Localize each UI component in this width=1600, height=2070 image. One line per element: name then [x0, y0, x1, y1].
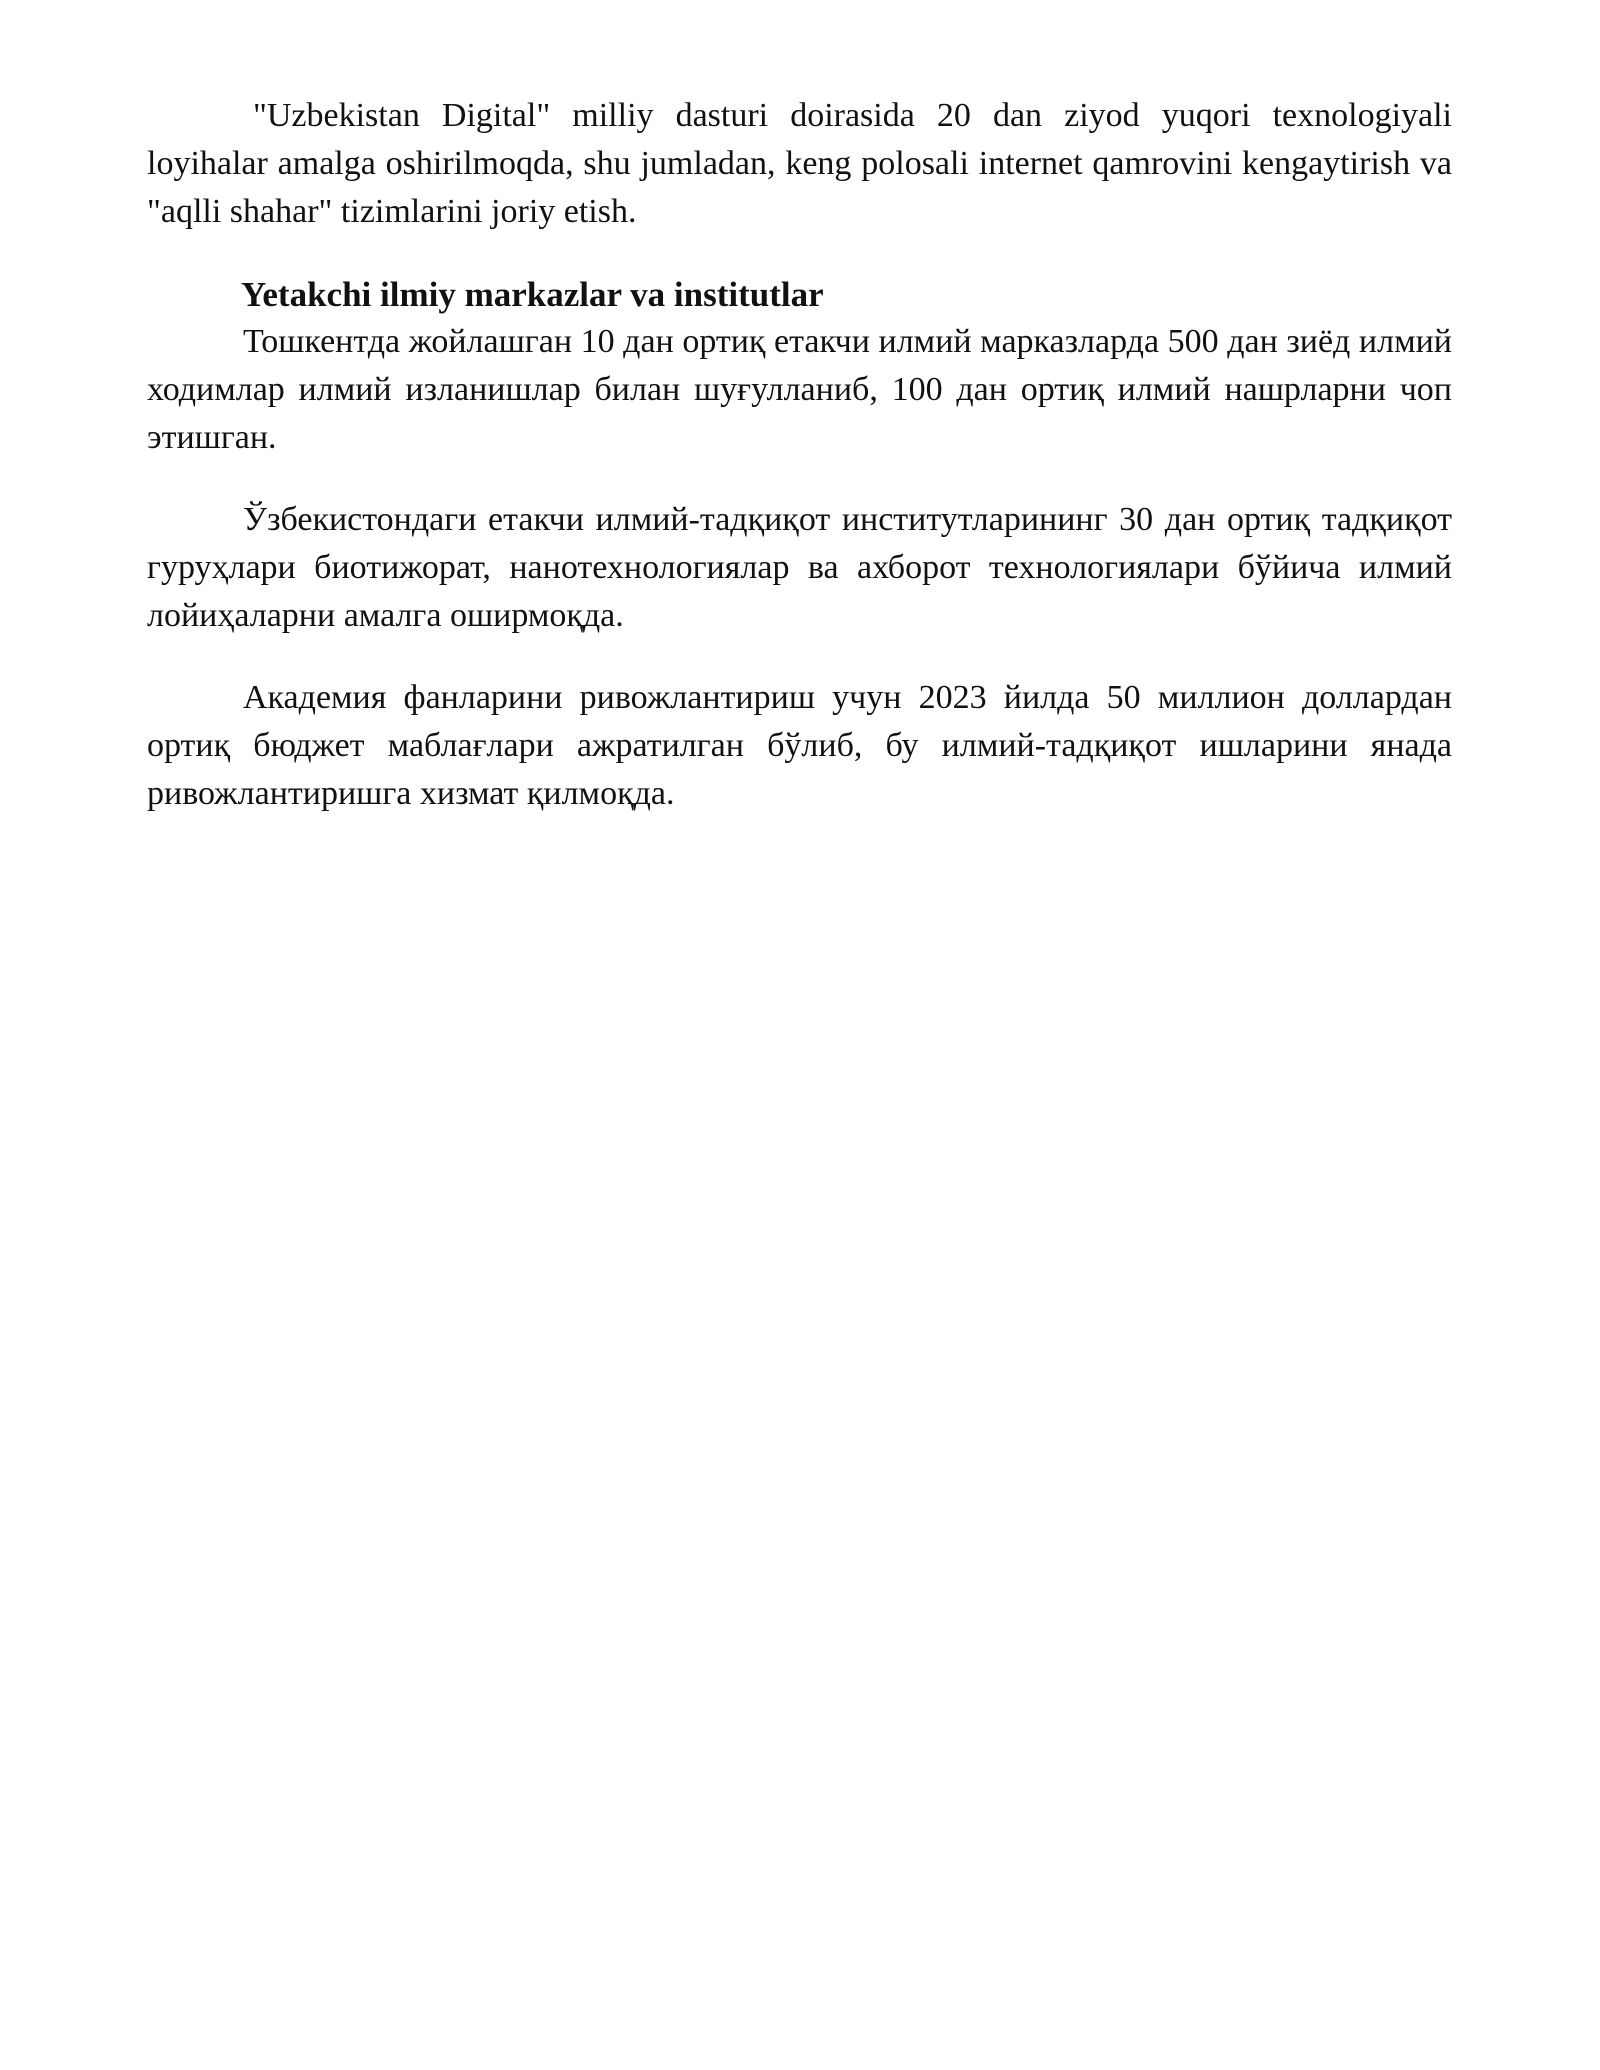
paragraph-research-institutes: Ўзбекистондаги етакчи илмий-тадқиқот институтларининг 30 дан ортиқ тадқиқот гуруҳлари биотижорат, нанотехнологиялар ва ахборот технологиялари бўйича илмий лойиҳаларни амалга оширмоқда.: [147, 501, 1452, 634]
paragraph-uzbekistan-digital: "Uzbekistan Digital" milliy dasturi doirasida 20 dan ziyod yuqori texnologiyali loyihalar amalga oshirilmoqda, shu jumladan, keng polosali internet qamrovini kengaytirish va "aqlli shahar" tizimlarini joriy etish.: [147, 97, 1452, 230]
section-heading: Yetakchi ilmiy markazlar va institutlar: [241, 275, 824, 314]
paragraph-tashkent-centers: Тошкентда жойлашган 10 дан ортиқ етакчи илмий марказларда 500 дан зиёд илмий ходимлар илмий изланишлар билан шуғулланиб, 100 дан ортиқ илмий нашрларни чоп этишган.: [147, 323, 1452, 456]
document-body: [147, 92, 1452, 818]
paragraph-academy-budget: Академия фанларини ривожлантириш учун 2023 йилда 50 миллион доллардан ортиқ бюджет маблағлари ажратилган бўлиб, бу илмий-тадқиқот ишларини янада ривожлантиришга хизмат қилмоқда.: [147, 679, 1452, 812]
